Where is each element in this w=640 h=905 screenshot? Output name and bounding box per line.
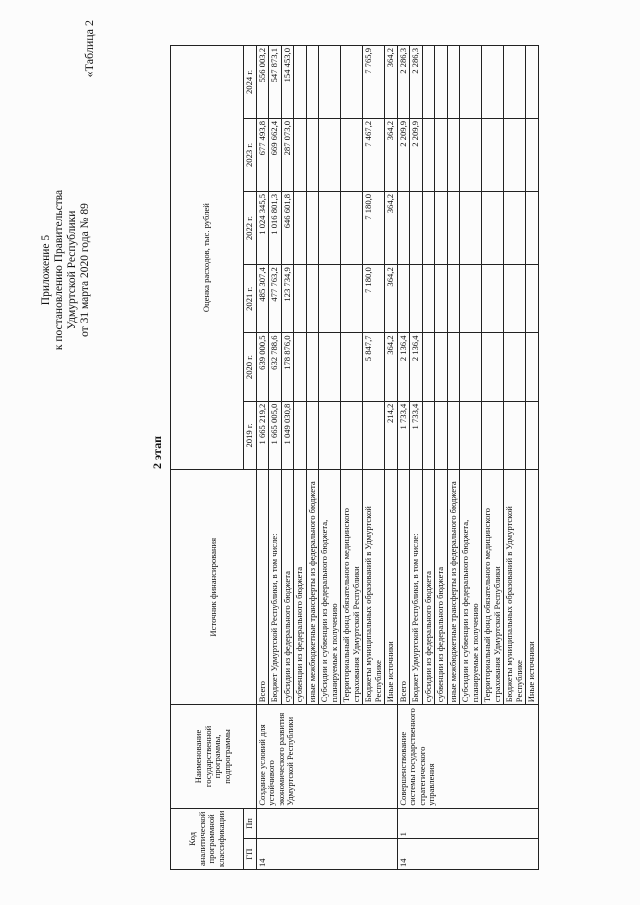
value-cell: 556 003,2 <box>256 46 269 119</box>
value-cell: 2 209,9 <box>397 118 410 191</box>
value-cell <box>504 118 526 191</box>
source-cell: субсидии из федерального бюджета <box>281 470 294 705</box>
value-cell: 1 665 219,2 <box>256 401 269 470</box>
code-header: Код аналитической программной классификации <box>171 808 244 869</box>
value-cell <box>397 191 410 264</box>
value-cell: 2 286,3 <box>410 46 423 119</box>
value-cell <box>422 191 435 264</box>
source-cell: Всего <box>256 470 269 705</box>
value-cell <box>410 265 423 333</box>
value-cell: 5 847,7 <box>363 333 385 401</box>
value-cell <box>526 118 539 191</box>
value-cell: 1 016 801,3 <box>269 191 282 264</box>
source-cell: Всего <box>397 470 410 705</box>
value-cell <box>435 333 448 401</box>
value-cell <box>341 333 363 401</box>
table-row <box>256 46 269 870</box>
value-cell: 477 763,2 <box>269 265 282 333</box>
appendix-line-2: к постановлению Правительства <box>53 189 65 351</box>
value-cell <box>482 118 504 191</box>
year-header: 2021 г. <box>244 265 257 333</box>
value-cell <box>482 333 504 401</box>
value-cell <box>294 118 307 191</box>
estimate-header: Оценка расходов, тыс. рублей <box>171 46 244 470</box>
source-cell: Субсидии и субвенции из федерального бюджета, планируемые к получению <box>460 470 482 705</box>
value-cell <box>319 118 341 191</box>
value-cell <box>526 46 539 119</box>
value-cell <box>447 118 460 191</box>
value-cell: 154 453,0 <box>281 46 294 119</box>
source-cell: Бюджеты муниципальных образований в Удмуртской Республике <box>363 470 385 705</box>
year-header: 2022 г. <box>244 191 257 264</box>
gp-header: ГП <box>244 839 257 870</box>
value-cell <box>294 333 307 401</box>
value-cell <box>460 191 482 264</box>
value-cell: 178 876,0 <box>281 333 294 401</box>
value-cell <box>435 118 448 191</box>
value-cell <box>504 46 526 119</box>
value-cell <box>306 118 319 191</box>
value-cell <box>319 401 341 470</box>
program-name-cell: Создание условий для устойчивого экономического развития Удмуртской Республики <box>256 705 397 808</box>
stage-title: 2 этап <box>150 436 164 469</box>
appendix-line-4: от 31 марта 2020 года № 89 <box>79 203 91 337</box>
source-cell: Субсидии и субвенции из федерального бюджета, планируемые к получению <box>319 470 341 705</box>
value-cell <box>447 333 460 401</box>
value-cell <box>422 265 435 333</box>
table-body <box>256 46 538 870</box>
year-header: 2019 г. <box>244 401 257 470</box>
value-cell: 1 049 030,8 <box>281 401 294 470</box>
source-cell: Бюджеты муниципальных образований в Удмуртской Республике <box>504 470 526 705</box>
source-cell: субсидии из федерального бюджета <box>422 470 435 705</box>
value-cell <box>294 401 307 470</box>
value-cell: 2 136,4 <box>397 333 410 401</box>
source-header: Источник финансирования <box>171 470 257 705</box>
value-cell <box>319 333 341 401</box>
value-cell <box>363 401 385 470</box>
pp-cell <box>256 808 397 839</box>
value-cell <box>460 401 482 470</box>
source-cell: субвенции из федерального бюджета <box>435 470 448 705</box>
value-cell: 7 180,0 <box>363 191 385 264</box>
value-cell <box>447 401 460 470</box>
value-cell <box>306 265 319 333</box>
value-cell <box>306 191 319 264</box>
value-cell <box>306 401 319 470</box>
value-cell: 669 662,4 <box>269 118 282 191</box>
value-cell <box>341 46 363 119</box>
value-cell <box>435 265 448 333</box>
value-cell: 547 873,1 <box>269 46 282 119</box>
value-cell <box>504 401 526 470</box>
value-cell: 2 136,4 <box>410 333 423 401</box>
source-cell: Бюджет Удмуртской Республики, в том числе: <box>410 470 423 705</box>
value-cell: 7 765,9 <box>363 46 385 119</box>
source-cell: Бюджет Удмуртской Республики, в том числе: <box>269 470 282 705</box>
value-cell <box>526 265 539 333</box>
source-cell: Иные источники <box>526 470 539 705</box>
value-cell: 214,2 <box>385 401 398 470</box>
finance-table <box>170 45 539 870</box>
value-cell <box>482 46 504 119</box>
value-cell <box>422 118 435 191</box>
value-cell: 364,2 <box>385 265 398 333</box>
table-label: «Таблица 2 <box>82 20 96 78</box>
value-cell <box>410 191 423 264</box>
appendix-header <box>40 140 92 400</box>
value-cell <box>319 265 341 333</box>
value-cell <box>341 265 363 333</box>
value-cell: 1 665 005,0 <box>269 401 282 470</box>
value-cell <box>482 401 504 470</box>
value-cell <box>341 118 363 191</box>
value-cell: 123 734,9 <box>281 265 294 333</box>
appendix-title: Приложение 5 <box>40 234 52 306</box>
value-cell <box>294 46 307 119</box>
value-cell <box>460 118 482 191</box>
value-cell <box>294 265 307 333</box>
value-cell <box>422 333 435 401</box>
source-cell: Территориальный фонд обязательного медицинского страхования Удмуртской Республики <box>482 470 504 705</box>
value-cell <box>435 401 448 470</box>
value-cell: 1 733,4 <box>397 401 410 470</box>
value-cell <box>504 333 526 401</box>
value-cell <box>447 191 460 264</box>
value-cell <box>526 401 539 470</box>
value-cell: 364,2 <box>385 46 398 119</box>
source-cell: Территориальный фонд обязательного медицинского страхования Удмуртской Республики <box>341 470 363 705</box>
value-cell <box>526 333 539 401</box>
name-header: Наименование государственной программы, подпрограммы <box>171 705 257 808</box>
value-cell <box>341 401 363 470</box>
value-cell <box>460 46 482 119</box>
value-cell <box>306 46 319 119</box>
value-cell <box>482 191 504 264</box>
value-cell: 364,2 <box>385 333 398 401</box>
appendix-line-3: Удмуртской Республики <box>66 210 78 330</box>
year-header: 2024 г. <box>244 46 257 119</box>
year-header: 2020 г. <box>244 333 257 401</box>
value-cell <box>435 191 448 264</box>
source-cell: Иные источники <box>385 470 398 705</box>
value-cell: 7 467,2 <box>363 118 385 191</box>
value-cell: 677 493,8 <box>256 118 269 191</box>
value-cell <box>294 191 307 264</box>
value-cell <box>319 46 341 119</box>
value-cell: 364,2 <box>385 191 398 264</box>
value-cell <box>460 265 482 333</box>
value-cell: 639 000,5 <box>256 333 269 401</box>
value-cell <box>447 46 460 119</box>
value-cell <box>526 191 539 264</box>
value-cell <box>504 191 526 264</box>
pp-cell: 1 <box>397 808 538 839</box>
value-cell: 485 307,4 <box>256 265 269 333</box>
value-cell <box>319 191 341 264</box>
value-cell: 2 286,3 <box>397 46 410 119</box>
value-cell <box>460 333 482 401</box>
value-cell <box>447 265 460 333</box>
value-cell: 7 180,0 <box>363 265 385 333</box>
value-cell <box>422 401 435 470</box>
value-cell <box>435 46 448 119</box>
value-cell <box>306 333 319 401</box>
value-cell: 632 788,6 <box>269 333 282 401</box>
value-cell <box>482 265 504 333</box>
value-cell: 1 024 345,5 <box>256 191 269 264</box>
value-cell: 1 733,4 <box>410 401 423 470</box>
value-cell <box>341 191 363 264</box>
source-cell: субвенции из федерального бюджета <box>294 470 307 705</box>
value-cell: 364,2 <box>385 118 398 191</box>
gp-cell: 14 <box>397 839 538 870</box>
value-cell <box>504 265 526 333</box>
year-header: 2023 г. <box>244 118 257 191</box>
table-row <box>397 46 410 870</box>
value-cell: 646 601,8 <box>281 191 294 264</box>
pp-header: Пп <box>244 808 257 839</box>
source-cell: иные межбюджетные трансферты из федерального бюджета <box>447 470 460 705</box>
source-cell: иные межбюджетные трансферты из федерального бюджета <box>306 470 319 705</box>
value-cell: 287 073,0 <box>281 118 294 191</box>
value-cell <box>422 46 435 119</box>
value-cell <box>397 265 410 333</box>
gp-cell: 14 <box>256 839 397 870</box>
value-cell: 2 209,9 <box>410 118 423 191</box>
program-name-cell: Совершенствование системы государственного стратегического управления <box>397 705 538 808</box>
